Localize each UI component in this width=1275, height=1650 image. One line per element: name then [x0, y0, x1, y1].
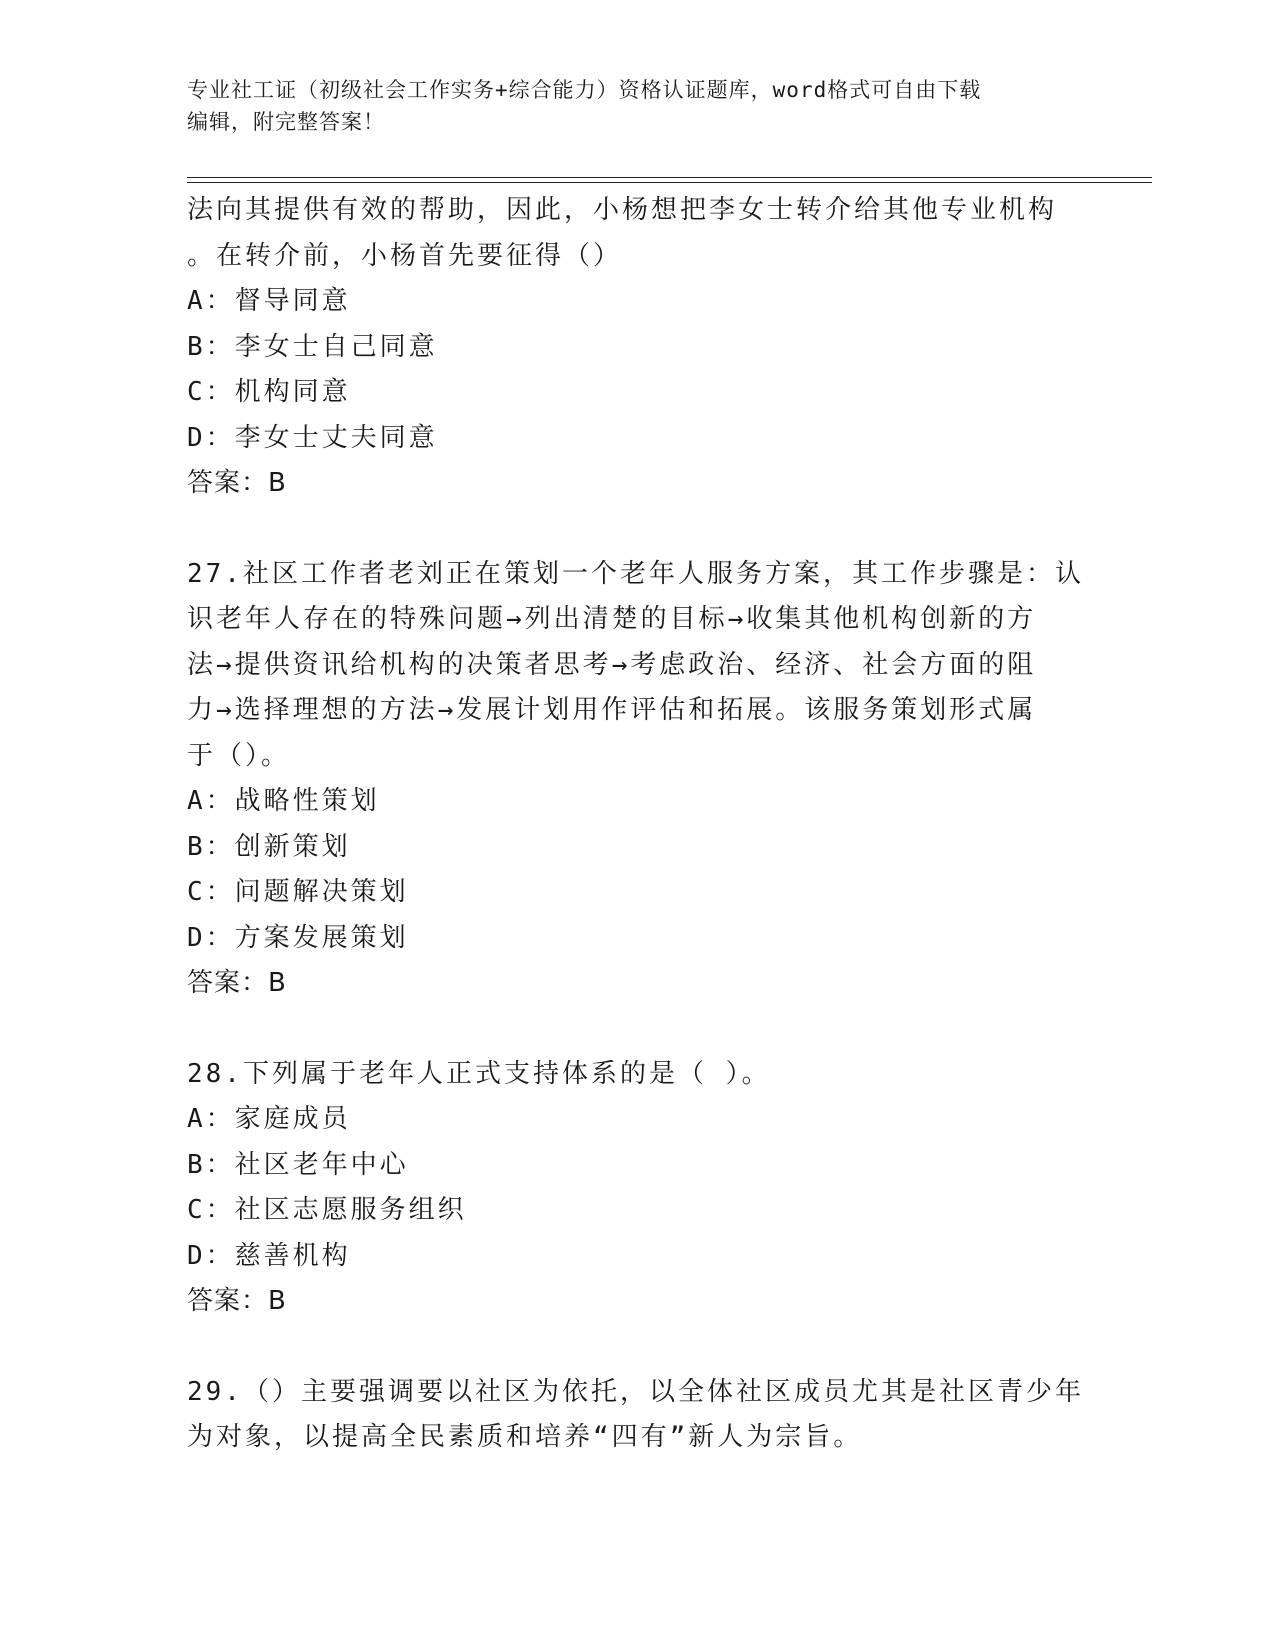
option-b: B：李女士自己同意	[187, 331, 438, 362]
question-text-line: 力→选择理想的方法→发展计划用作评估和拓展。该服务策划形式属	[187, 695, 1037, 725]
header-divider-bottom	[187, 182, 1152, 183]
option-d: D：方案发展策划	[187, 922, 409, 953]
header-line-2: 编辑，附完整答案！	[187, 110, 385, 134]
option-b: B：社区老年中心	[187, 1149, 409, 1180]
spacer	[187, 1007, 1087, 1052]
question-text-line: 。在转介前，小杨首先要征得（）	[187, 240, 623, 271]
question-text-line: 27.社区工作者老刘正在策划一个老年人服务方案，其工作步骤是：认	[187, 558, 1084, 589]
header-line-1: 专业社工证（初级社会工作实务+综合能力）资格认证题库，word格式可自由下载	[187, 78, 982, 102]
question-28	[187, 1052, 1087, 1325]
question-29	[187, 1370, 1087, 1461]
question-text-line: 识老年人存在的特殊问题→列出清楚的目标→收集其他机构创新的方	[187, 604, 1037, 634]
spacer	[187, 507, 1087, 552]
question-text-line: 29.（）主要强调要以社区为依托，以全体社区成员尤其是社区青少年	[187, 1376, 1084, 1407]
option-a: A：家庭成员	[187, 1104, 351, 1134]
question-text-line: 法向其提供有效的帮助，因此，小杨想把李女士转介给其他专业机构	[187, 195, 1058, 225]
option-d: D：李女士丈夫同意	[187, 422, 438, 453]
option-d: D：慈善机构	[187, 1240, 351, 1271]
spacer	[187, 1325, 1087, 1370]
answer-line: 答案：B	[187, 1286, 287, 1316]
question-text-line: 法→提供资讯给机构的决策者思考→考虑政治、经济、社会方面的阻	[187, 649, 1037, 680]
question-27	[187, 552, 1087, 1007]
option-c: C：社区志愿服务组织	[187, 1195, 467, 1225]
option-c: C：机构同意	[187, 377, 351, 407]
document-header	[187, 74, 1087, 138]
question-text-line: 为对象，以提高全民素质和培养“四有”新人为宗旨。	[187, 1422, 863, 1452]
question-text-line: 28.下列属于老年人正式支持体系的是（ ）。	[187, 1058, 771, 1089]
answer-line: 答案：B	[187, 468, 287, 498]
header-divider-top	[187, 177, 1152, 178]
answer-line: 答案：B	[187, 968, 287, 998]
option-b: B：创新策划	[187, 831, 351, 862]
option-c: C：问题解决策划	[187, 877, 409, 907]
question-list	[187, 188, 1087, 1461]
option-a: A：战略性策划	[187, 786, 380, 816]
question-text-line: 于（）。	[187, 740, 291, 771]
option-a: A：督导同意	[187, 286, 351, 316]
question-26	[187, 188, 1087, 507]
